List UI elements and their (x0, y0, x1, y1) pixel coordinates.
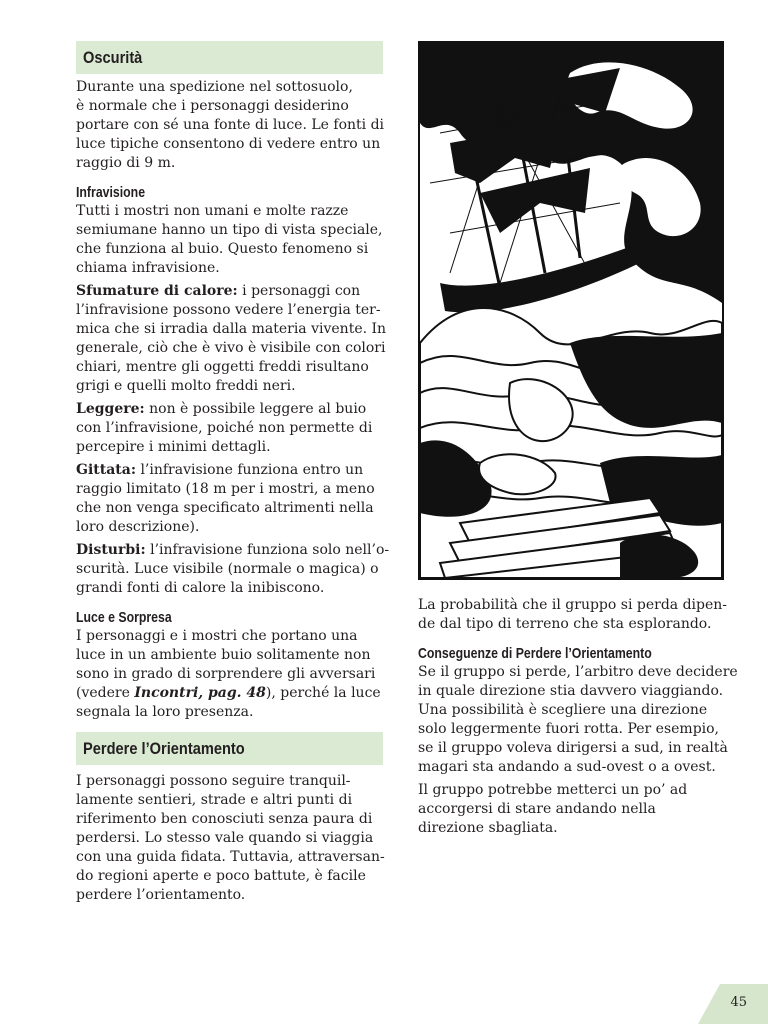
paragraph-sfumature: Sfumature di calore: i personaggi con l’infravisione possono vedere l’energia ter- mica che si irradia dalla materia vivente. In generale, ciò che è vivo è visibile con colori chiari, mentre gli oggetti freddi risultano grigi e quelli molto freddi neri. (76, 283, 387, 394)
paragraph-infravisione: Tutti i mostri non umani e molte razze semiumane hanno un tipo di vista speciale, che funziona al buio. Questo fenomeno si chiama infravisione. (76, 203, 383, 276)
paragraph-ritardo: Il gruppo potrebbe metterci un po’ ad accorgersi di stare andando nella direzione sbagliata. (418, 782, 688, 836)
subheading-luce-e-sorpresa: Luce e Sorpresa (76, 609, 172, 626)
subheading-infravisione: Infravisione (76, 184, 146, 201)
page-number: 45 (730, 995, 747, 1010)
paragraph-gittata: Gittata: l’infravisione funziona entro un raggio limitato (18 m per i mostri, a meno che non venga specificato altrimenti nella loro descrizione). (76, 462, 375, 535)
section-heading-oscurita: Oscurità (76, 41, 383, 74)
paragraph-probabilita: La probabilità che il gruppo si perda dipen- de dal tipo di terreno che sta esplorando. (418, 597, 728, 632)
section-heading-perdere-orientamento: Perdere l’Orientamento (76, 732, 383, 765)
cross-reference-incontri: Incontri, pag. 48 (134, 685, 266, 701)
paragraph-perdere-orientamento: I personaggi possono seguire tranquil- lamente sentieri, strade e altri punti di riferimento ben conosciuti senza paura di perdersi. Lo stesso vale quando si viaggia con una guida fidata. Tuttavia, attraversan- do regioni aperte e poco battute, è facile perdere l’orientamento. (76, 773, 385, 903)
right-column (418, 596, 738, 838)
subheading-conseguenze: Conseguenze di Perdere l’Orientamento (418, 645, 652, 662)
paragraph-luce-e-sorpresa: I personaggi e i mostri che portano una luce in un ambiente buio solitamente non sono in grado di sorprendere gli avversari (vedere Incontri, pag. 48), perché la luce segnala la loro presenza. (76, 628, 381, 720)
paragraph-leggere: Leggere: non è possibile leggere al buio con l’infravisione, poiché non permette di percepire i minimi dettagli. (76, 401, 373, 455)
left-column (76, 41, 390, 905)
paragraph-disturbi: Disturbi: l’infravisione funziona solo nell’o- scurità. Luce visibile (normale o magica) o grandi fonti di calore la inibiscono. (76, 542, 390, 596)
paragraph-conseguenze: Se il gruppo si perde, l’arbitro deve decidere in quale direzione stia davvero viaggiando. Una possibilità è scegliere una direzione solo leggermente fuori rotta. Per esempio, se il gruppo voleva dirigersi a sud, in realtà magari sta andando a sud-ovest o a ovest. (418, 664, 738, 775)
shipwreck-illustration-icon (418, 41, 724, 580)
paragraph-oscurita: Durante una spedizione nel sottosuolo, è normale che i personaggi desiderino portare con sé una fonte di luce. Le fonti di luce tipiche consentono di vedere entro un raggio di 9 m. (76, 79, 385, 171)
